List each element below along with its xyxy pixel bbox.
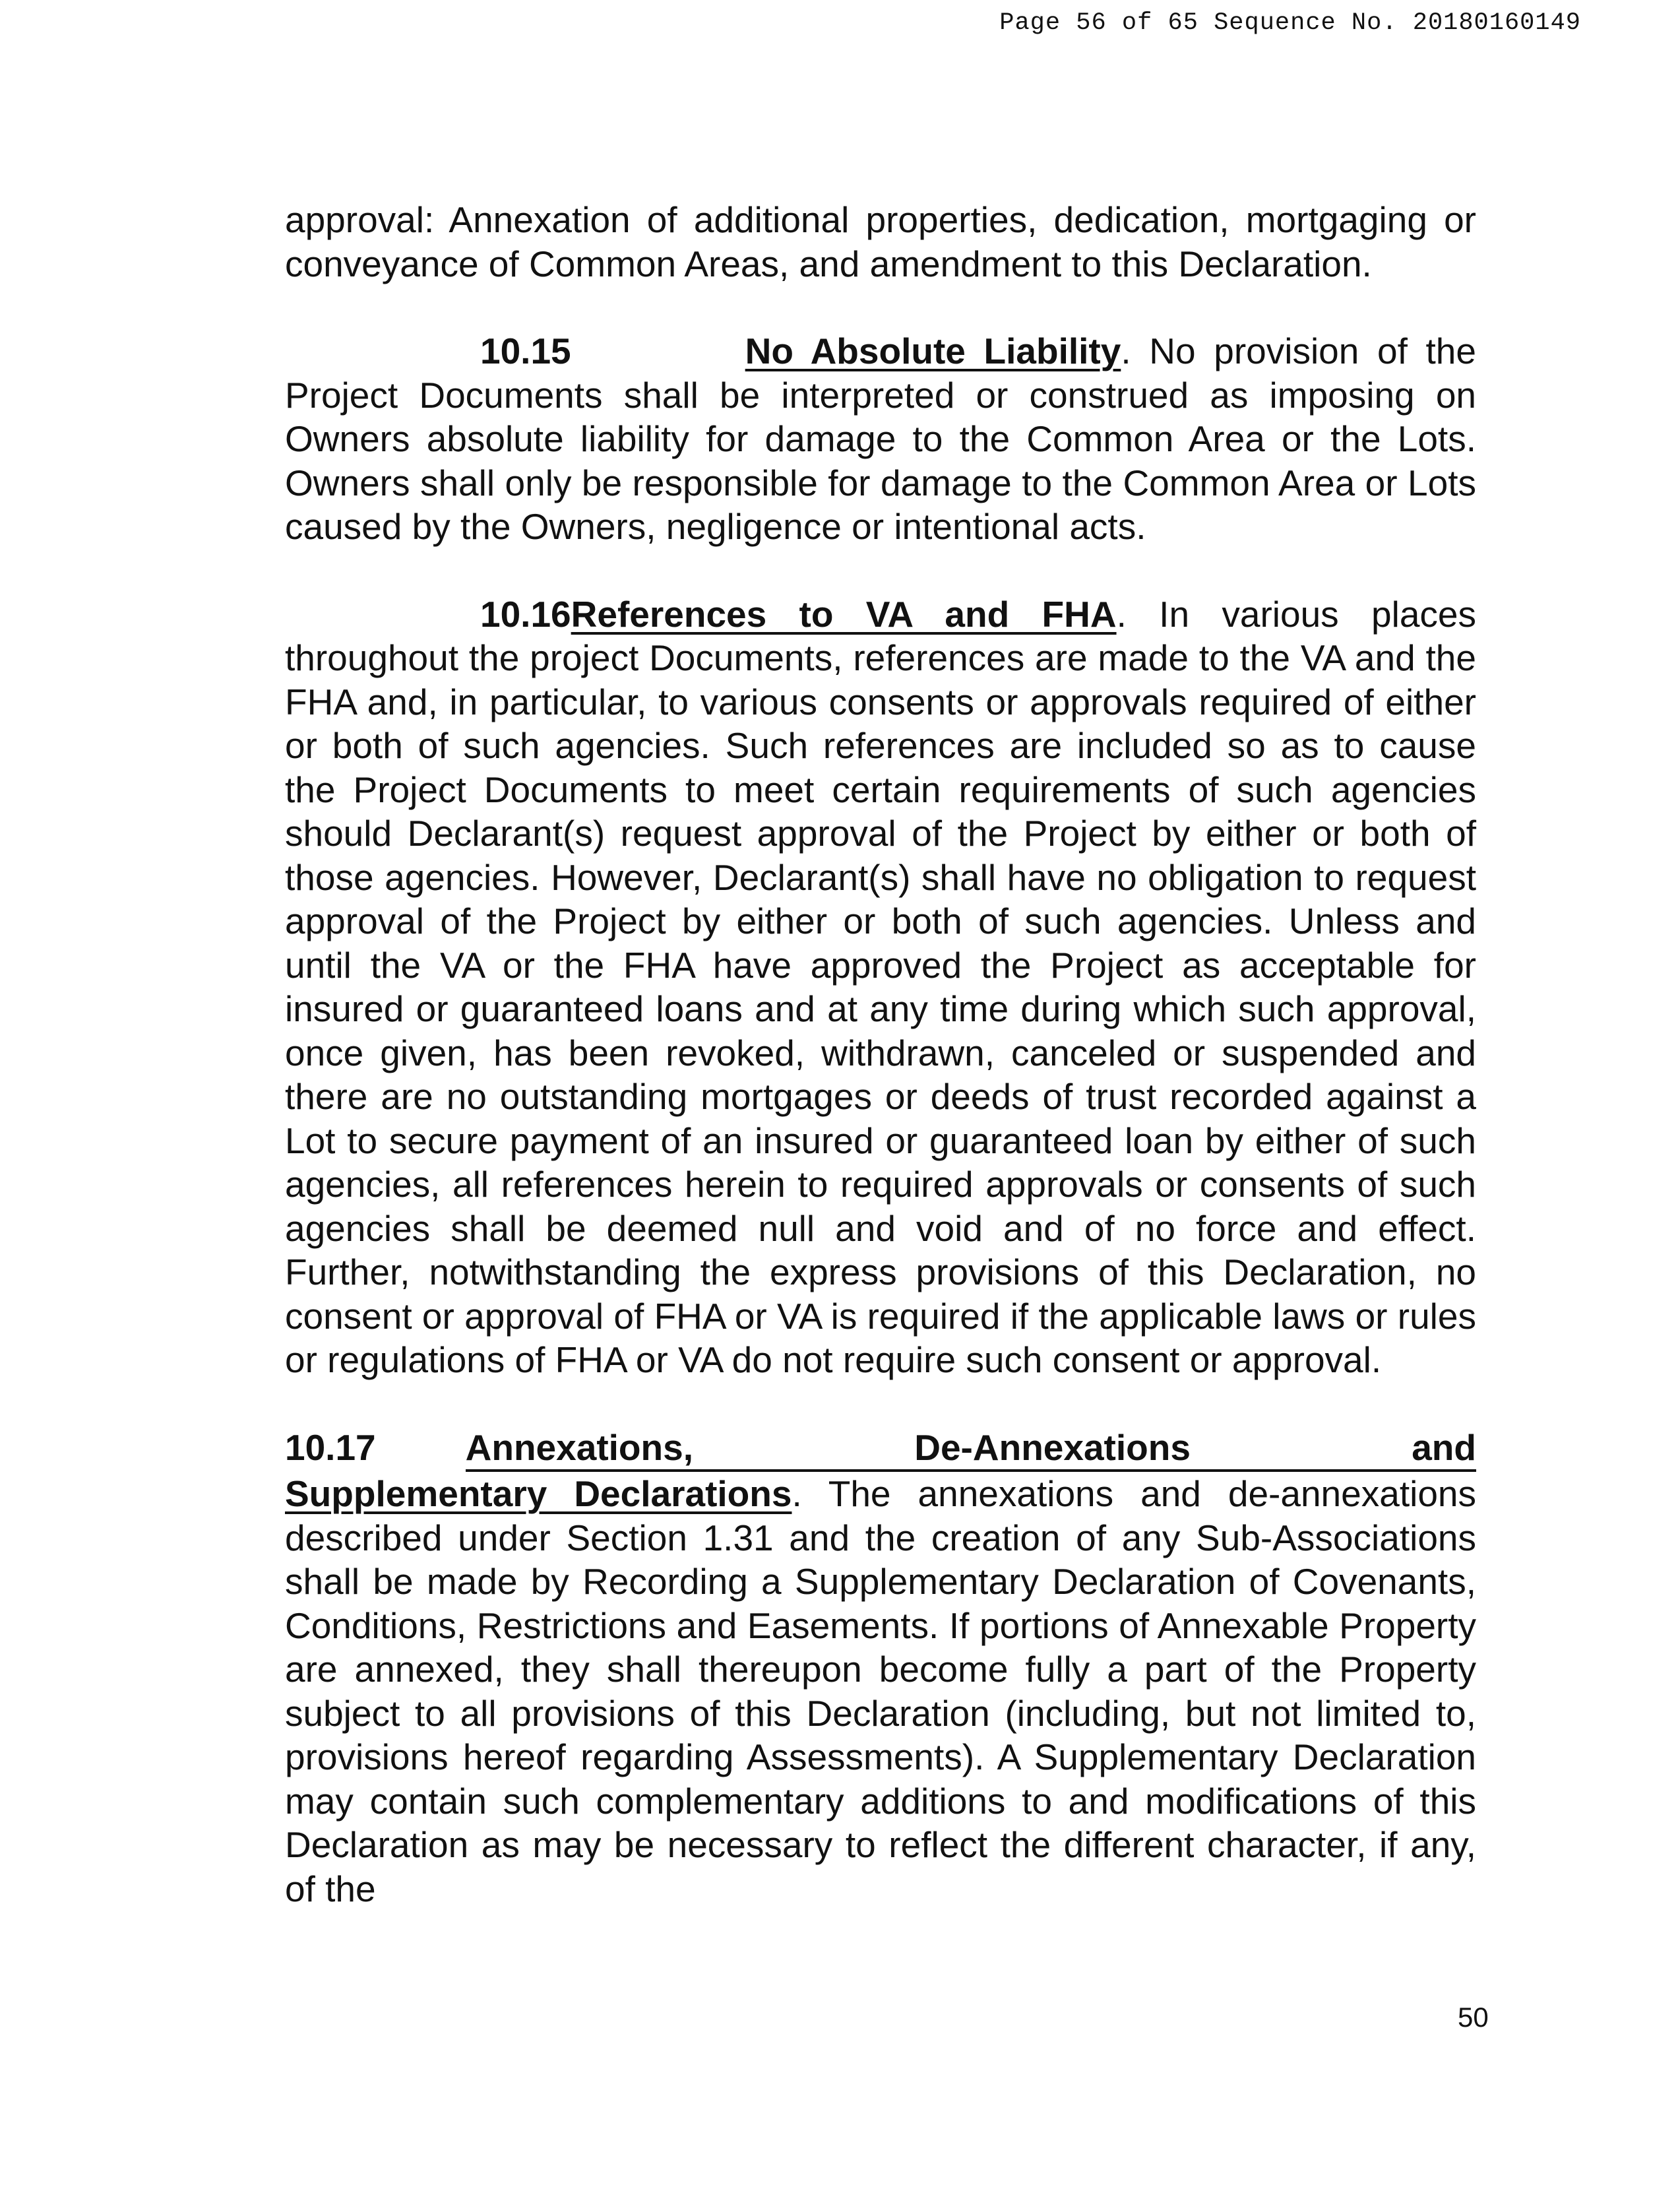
section-10-16-number: 10.16	[480, 593, 571, 635]
section-10-15-heading: No Absolute Liability	[745, 331, 1121, 371]
section-10-15-number: 10.15	[480, 331, 571, 371]
section-10-17-heading-line	[285, 1426, 1476, 1473]
section-10-17-heading-part3: and	[1412, 1426, 1476, 1468]
page-sequence-header: Page 56 of 65 Sequence No. 20180160149	[999, 9, 1581, 37]
section-10-16-heading: References to VA and FHA	[571, 593, 1117, 635]
section-10-17-heading-part4: Supplementary Declarations	[285, 1473, 792, 1514]
section-10-17	[285, 1426, 1476, 1911]
section-10-16	[285, 592, 1476, 1382]
section-10-17-heading-part2: De-Annexations	[914, 1426, 1191, 1468]
intro-paragraph: approval: Annexation of additional properties, dedication, mortgaging or conveyance of Common Areas, and amendment to this Declaration.	[285, 199, 1476, 284]
page-number: 50	[1458, 2002, 1489, 2033]
section-10-17-body: . The annexations and de-annexations described under Section 1.31 and the creation of any Sub-Associations shall be made by Recording a Supplementary Declaration of Covenants, Conditions, Restrictions and Easements. If portions of Annexable Property are annexed, they shall thereupon become fully a part of the Property subject to all provisions of this Declaration (including, but not limited to, provisions hereof regarding Assessments). A Supplementary Declaration may contain such complementary additions to and modifications of this Declaration as may be necessary to reflect the different character, if any, of the	[285, 1473, 1476, 1909]
section-10-16-body: . In various places throughout the project Documents, references are made to the VA and the FHA and, in particular, to various consents or approvals required of either or both of such agencies. Such references are included so as to cause the Project Documents to meet certain requirements of such agencies should Declarant(s) request approval of the Project by either or both of those agencies. However, Declarant(s) shall have no obligation to request approval of the Project by either or both of such agencies. Unless and until the VA or the FHA have approved the Project as acceptable for insured or guaranteed loans and at any time during which such approval, once given, has been revoked, withdrawn, canceled or suspended and there are no outstanding mortgages or deeds of trust recorded against a Lot to secure payment of an insured or guaranteed loan by either of such agencies, all references herein to required approvals or consents of such agencies shall be deemed null and void and of no force and effect. Further, notwithstanding the express provisions of this Declaration, no consent or approval of FHA or VA is required if the applicable laws or rules or regulations of FHA or VA do not require such consent or approval.	[285, 593, 1476, 1380]
section-10-17-number: 10.17	[285, 1426, 376, 1468]
section-10-15-body: . No provision of the Project Documents shall be interpreted or construed as imposing on Owners absolute liability for damage to the Common Area or the Lots. Owners shall only be responsible for damage to the Common Area or Lots caused by the Owners, negligence or intentional acts.	[285, 331, 1476, 547]
section-10-17-heading-part1: Annexations,	[465, 1426, 693, 1468]
section-10-15	[285, 329, 1476, 549]
section-10-17-heading-row	[466, 1426, 1476, 1473]
document-body	[285, 198, 1476, 1911]
